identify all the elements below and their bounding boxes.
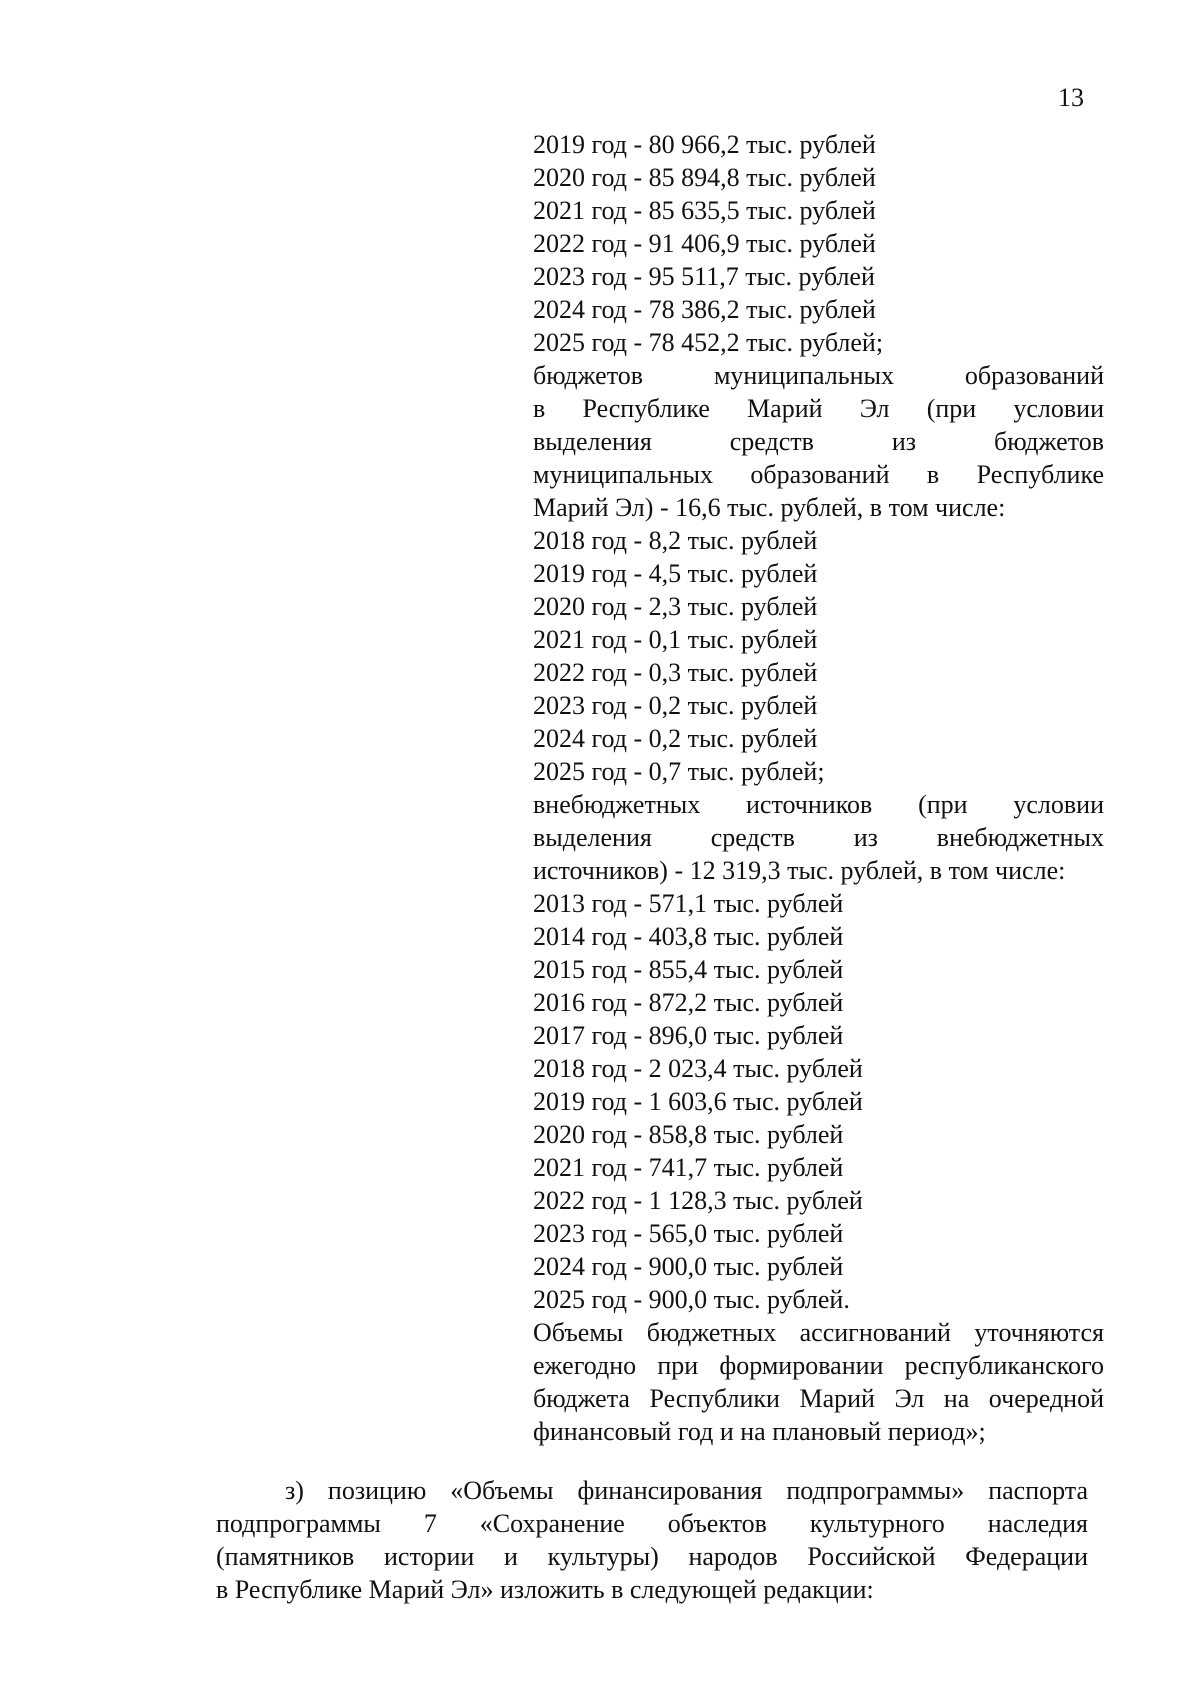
list-item: 2023 год - 0,2 тыс. рублей (533, 691, 818, 720)
list-item: 2017 год - 896,0 тыс. рублей (533, 1021, 844, 1050)
list-item: 2020 год - 2,3 тыс. рублей (533, 592, 818, 621)
list-item: 2014 год - 403,8 тыс. рублей (533, 922, 844, 951)
section-z-paragraph (216, 1474, 1088, 1606)
text-line: финансовый год и на плановый период»; (533, 1417, 986, 1446)
list-item: 2018 год - 2 023,4 тыс. рублей (533, 1054, 863, 1083)
list-item: 2019 год - 4,5 тыс. рублей (533, 559, 818, 588)
closing-note (533, 1316, 1104, 1448)
page-number: 13 (1058, 83, 1084, 112)
list-item: 2020 год - 858,8 тыс. рублей (533, 1120, 844, 1149)
extrabudget-intro (533, 788, 1104, 887)
list-item: 2023 год - 95 511,7 тыс. рублей (533, 262, 875, 291)
list-item: 2020 год - 85 894,8 тыс. рублей (533, 163, 876, 192)
text-line: Объемы бюджетных ассигнований уточняются (533, 1318, 1104, 1347)
text-line: бюджета Республики Марий Эл на очередной (533, 1384, 1104, 1413)
list-item: 2013 год - 571,1 тыс. рублей (533, 889, 844, 918)
list-item: 2024 год - 0,2 тыс. рублей (533, 724, 818, 753)
text-line: з) позицию «Объемы финансирования подпрограммы» паспорта (285, 1476, 1088, 1505)
extrabudget-list (533, 887, 1104, 1316)
text-line: выделения средств из внебюджетных (533, 823, 1104, 852)
text-line: в Республике Марий Эл» изложить в следующей редакции: (216, 1575, 874, 1604)
text-line: подпрограммы 7 «Сохранение объектов культурного наследия (216, 1509, 1088, 1538)
text-line: муниципальных образований в Республике (533, 460, 1104, 489)
list-item: 2025 год - 0,7 тыс. рублей; (533, 757, 825, 786)
list-item: 2022 год - 1 128,3 тыс. рублей (533, 1186, 863, 1215)
regional-budget-list (533, 128, 1104, 359)
text-line: (памятников истории и культуры) народов Российской Федерации (216, 1542, 1088, 1571)
text-line: выделения средств из бюджетов (533, 427, 1104, 456)
list-item: 2024 год - 78 386,2 тыс. рублей (533, 295, 876, 324)
list-item: 2025 год - 78 452,2 тыс. рублей; (533, 328, 884, 357)
list-item: 2023 год - 565,0 тыс. рублей (533, 1219, 844, 1248)
list-item: 2025 год - 900,0 тыс. рублей. (533, 1285, 850, 1314)
list-item: 2015 год - 855,4 тыс. рублей (533, 955, 844, 984)
list-item: 2021 год - 741,7 тыс. рублей (533, 1153, 844, 1182)
municipal-budget-list (533, 524, 1104, 788)
text-line: внебюджетных источников (при условии (533, 790, 1104, 819)
list-item: 2022 год - 0,3 тыс. рублей (533, 658, 818, 687)
list-item: 2022 год - 91 406,9 тыс. рублей (533, 229, 876, 258)
list-item: 2016 год - 872,2 тыс. рублей (533, 988, 844, 1017)
list-item: 2019 год - 1 603,6 тыс. рублей (533, 1087, 863, 1116)
text-line: ежегодно при формировании республиканского (533, 1351, 1104, 1380)
text-line: источников) - 12 319,3 тыс. рублей, в том числе: (533, 856, 1066, 885)
list-item: 2024 год - 900,0 тыс. рублей (533, 1252, 844, 1281)
financing-column (533, 128, 1104, 1448)
municipal-budget-intro (533, 359, 1104, 524)
list-item: 2018 год - 8,2 тыс. рублей (533, 526, 818, 555)
text-line: в Республике Марий Эл (при условии (533, 394, 1104, 423)
list-item: 2021 год - 0,1 тыс. рублей (533, 625, 818, 654)
text-line: Марий Эл) - 16,6 тыс. рублей, в том числе: (533, 493, 1006, 522)
list-item: 2021 год - 85 635,5 тыс. рублей (533, 196, 876, 225)
text-line: бюджетов муниципальных образований (533, 361, 1104, 390)
list-item: 2019 год - 80 966,2 тыс. рублей (533, 130, 876, 159)
